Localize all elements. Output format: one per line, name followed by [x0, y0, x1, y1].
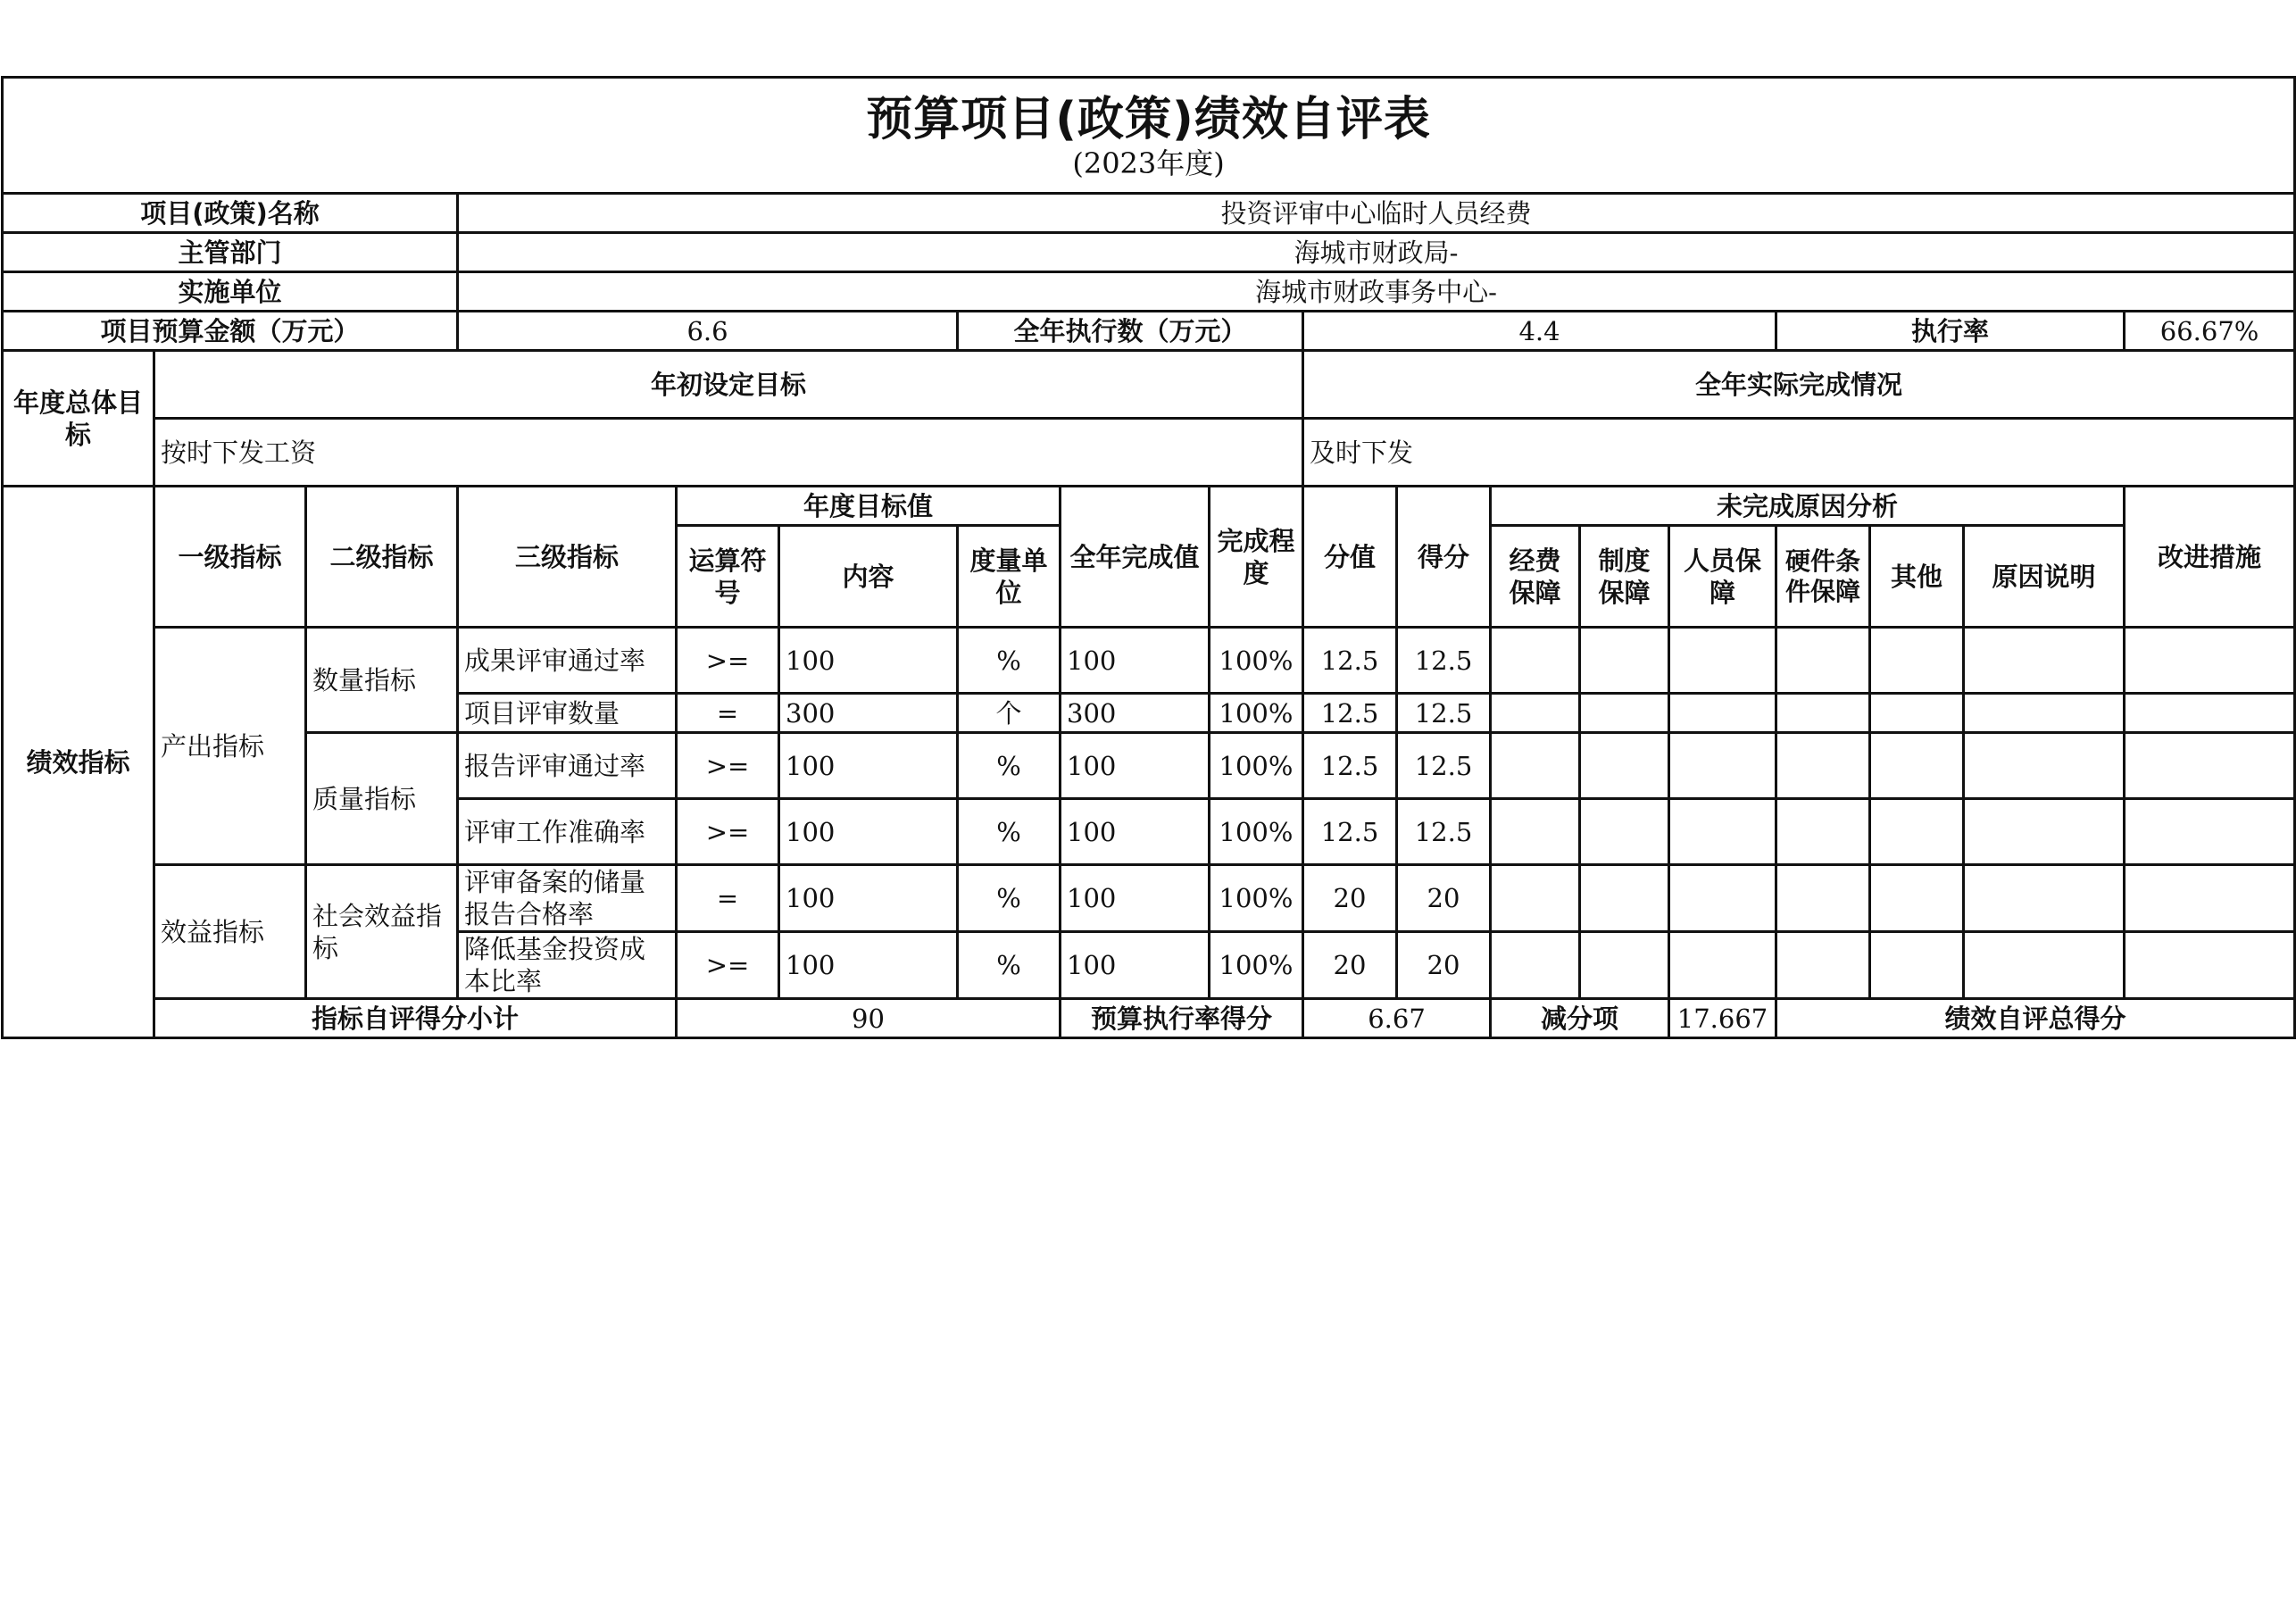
operator-cell: >= — [677, 628, 779, 694]
actual-cell: 100 — [1061, 799, 1210, 865]
deduction-label: 减分项 — [1491, 999, 1669, 1038]
level3-cell: 评审工作准确率 — [458, 799, 677, 865]
score-cell: 12.5 — [1397, 694, 1491, 733]
improve-header: 改进措施 — [2125, 487, 2295, 628]
exec-score-value: 6.67 — [1303, 999, 1491, 1038]
dept-label: 主管部门 — [3, 233, 458, 272]
level3-cell: 报告评审通过率 — [458, 733, 677, 799]
unit-cell: % — [958, 932, 1061, 999]
content-cell: 100 — [779, 733, 958, 799]
operator-cell: = — [677, 694, 779, 733]
content-header: 内容 — [779, 526, 958, 628]
rate-label: 执行率 — [1776, 312, 2125, 351]
table-row — [3, 628, 2295, 694]
unit-cell: % — [958, 799, 1061, 865]
score-cell: 12.5 — [1397, 733, 1491, 799]
weight-cell: 20 — [1303, 865, 1397, 932]
evaluation-table — [1, 76, 2296, 1039]
level3-header: 三级指标 — [458, 487, 677, 628]
level1-output: 产出指标 — [154, 628, 306, 865]
degree-header: 完成程度 — [1210, 487, 1303, 628]
weight-cell: 20 — [1303, 932, 1397, 999]
total-label: 绩效自评总得分 — [1776, 999, 2295, 1038]
score-cell: 20 — [1397, 932, 1491, 999]
reason-group-header: 未完成原因分析 — [1491, 487, 2125, 526]
annual-goal-label: 年度总体目标 — [3, 351, 154, 487]
operator-cell: >= — [677, 932, 779, 999]
unit-cell: % — [958, 628, 1061, 694]
actual-cell: 300 — [1061, 694, 1210, 733]
reason-note-header: 原因说明 — [1964, 526, 2125, 628]
level1-benefit: 效益指标 — [154, 865, 306, 999]
funding-header: 经费保障 — [1491, 526, 1580, 628]
operator-cell: >= — [677, 733, 779, 799]
budget-value: 6.6 — [458, 312, 958, 351]
score-header: 得分 — [1397, 487, 1491, 628]
operator-cell: = — [677, 865, 779, 932]
operator-header: 运算符号 — [677, 526, 779, 628]
actual-goal-header: 全年实际完成情况 — [1303, 351, 2295, 419]
level3-cell: 项目评审数量 — [458, 694, 677, 733]
level2-social: 社会效益指标 — [306, 865, 458, 999]
other-header: 其他 — [1870, 526, 1964, 628]
target-group-header: 年度目标值 — [677, 487, 1061, 526]
exec-score-label: 预算执行率得分 — [1061, 999, 1303, 1038]
degree-cell: 100% — [1210, 865, 1303, 932]
content-cell: 100 — [779, 628, 958, 694]
actual-goal-value: 及时下发 — [1303, 419, 2295, 487]
content-cell: 300 — [779, 694, 958, 733]
deduction-value: 17.667 — [1669, 999, 1776, 1038]
level1-header: 一级指标 — [154, 487, 306, 628]
content-cell: 100 — [779, 799, 958, 865]
subtotal-value: 90 — [677, 999, 1061, 1038]
unit-cell: % — [958, 733, 1061, 799]
degree-cell: 100% — [1210, 694, 1303, 733]
weight-header: 分值 — [1303, 487, 1397, 628]
degree-cell: 100% — [1210, 932, 1303, 999]
level2-quality: 质量指标 — [306, 733, 458, 865]
score-cell: 12.5 — [1397, 799, 1491, 865]
page-title: 预算项目(政策)绩效自评表 — [866, 92, 1431, 146]
weight-cell: 12.5 — [1303, 733, 1397, 799]
table-row — [3, 733, 2295, 799]
set-goal-value: 按时下发工资 — [154, 419, 1303, 487]
hardware-header: 硬件条件保障 — [1776, 526, 1870, 628]
score-cell: 12.5 — [1397, 628, 1491, 694]
actual-cell: 100 — [1061, 865, 1210, 932]
performance-label: 绩效指标 — [3, 487, 154, 1038]
staff-header: 人员保障 — [1669, 526, 1776, 628]
score-cell: 20 — [1397, 865, 1491, 932]
actual-cell: 100 — [1061, 733, 1210, 799]
weight-cell: 12.5 — [1303, 694, 1397, 733]
weight-cell: 12.5 — [1303, 799, 1397, 865]
set-goal-header: 年初设定目标 — [154, 351, 1303, 419]
actual-header: 全年完成值 — [1061, 487, 1210, 628]
page-subtitle: (2023年度) — [1072, 146, 1225, 180]
project-name-label: 项目(政策)名称 — [3, 194, 458, 233]
level3-cell: 成果评审通过率 — [458, 628, 677, 694]
unit-label: 实施单位 — [3, 272, 458, 312]
content-cell: 100 — [779, 932, 958, 999]
executed-label: 全年执行数（万元） — [958, 312, 1303, 351]
rate-value: 66.67% — [2125, 312, 2295, 351]
content-cell: 100 — [779, 865, 958, 932]
project-name-value: 投资评审中心临时人员经费 — [458, 194, 2295, 233]
table-row — [3, 865, 2295, 932]
system-header: 制度保障 — [1580, 526, 1669, 628]
unit-header: 度量单位 — [958, 526, 1061, 628]
unit-cell: % — [958, 865, 1061, 932]
unit-cell: 个 — [958, 694, 1061, 733]
weight-cell: 12.5 — [1303, 628, 1397, 694]
level2-header: 二级指标 — [306, 487, 458, 628]
actual-cell: 100 — [1061, 932, 1210, 999]
degree-cell: 100% — [1210, 628, 1303, 694]
dept-value: 海城市财政局- — [458, 233, 2295, 272]
executed-value: 4.4 — [1303, 312, 1776, 351]
actual-cell: 100 — [1061, 628, 1210, 694]
operator-cell: >= — [677, 799, 779, 865]
unit-value: 海城市财政事务中心- — [458, 272, 2295, 312]
subtotal-label: 指标自评得分小计 — [154, 999, 677, 1038]
degree-cell: 100% — [1210, 799, 1303, 865]
title-cell — [3, 78, 2295, 194]
level3-cell: 评审备案的储量报告合格率 — [458, 865, 677, 932]
evaluation-sheet — [1, 76, 2293, 1039]
degree-cell: 100% — [1210, 733, 1303, 799]
budget-label: 项目预算金额（万元） — [3, 312, 458, 351]
level3-cell: 降低基金投资成本比率 — [458, 932, 677, 999]
level2-quantity: 数量指标 — [306, 628, 458, 733]
